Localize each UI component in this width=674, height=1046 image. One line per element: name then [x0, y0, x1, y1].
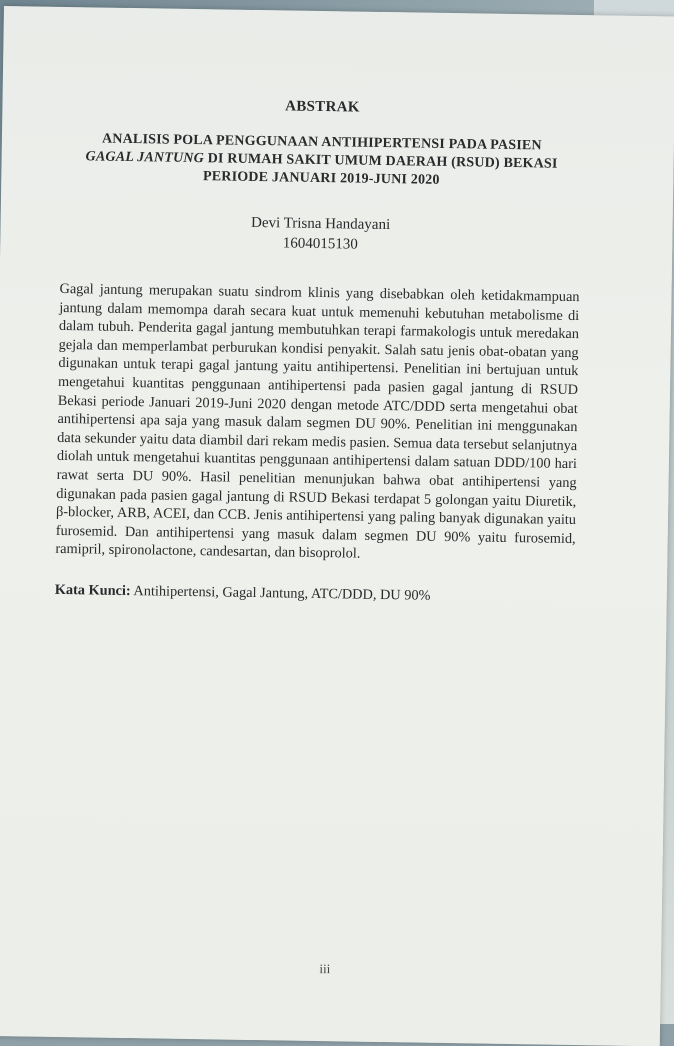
title-italic-term: GAGAL JANTUNG — [85, 149, 205, 167]
keywords-line — [55, 581, 575, 608]
document-page — [0, 6, 674, 1046]
section-heading: ABSTRAK — [285, 98, 360, 116]
author-name: Devi Trisna Handayani — [250, 214, 391, 234]
student-id: 1604015130 — [282, 235, 358, 253]
keywords-value: Antihipertensi, Gagal Jantung, ATC/DDD, DU 90% — [130, 582, 431, 604]
title-line-3: PERIODE JANUARI 2019-JUNI 2020 — [202, 169, 440, 188]
title-line-2-rest: DI RUMAH SAKIT UMUM DAERAH (RSUD) BEKASI — [203, 151, 558, 172]
title-line-1: ANALISIS POLA PENGGUNAAN ANTIHIPERTENSI PADA PASIEN — [101, 131, 542, 154]
author-block — [60, 210, 581, 258]
abstract-content — [54, 95, 582, 622]
abstract-body: Gagal jantung merupakan suatu sindrom klinis yang disebabkan oleh ketidakmampuan jantung dalam memompa darah secara kuat untuk memenuhi kebutuhan metabolisme di dalam tubuh. Penderita gagal jantung membutuhkan terapi farmakologis untuk meredakan gejala dan memperlambat perburukan kondisi penyakit. Salah satu jenis obat-obatan yang digunakan untuk terapi gagal jantung yaitu antihipertensi. Penelitian ini bertujuan untuk mengetahui kuantitas penggunaan antihipertensi pada pasien gagal jantung di RSUD Bekasi periode Januari 2019-Juni 2020 dengan metode ATC/DDD serta mengetahui obat antihipertensi apa saja yang masuk dalam segmen DU 90%. Penelitian ini menggunakan data sekunder yaitu data diambil dari rekam medis pasien. Semua data tersebut selanjutnya diolah untuk mengetahui kuantitas penggunaan antihipertensi dalam satuan DDD/100 hari rawat serta DU 90%. Hasil penelitian menunjukan bahwa obat antihipertensi yang digunakan pada pasien gagal jantung di RSUD Bekasi terdapat 5 golongan yaitu Diuretik, β-blocker, ARB, ACEI, dan CCB. Jenis antihipertensi yang paling banyak digunakan yaitu furosemid. Dan antihipertensi yang masuk dalam segmen DU 90% yaitu furosemid, ramipril, spironolactone, candesartan, dan bisoprolol. — [55, 280, 580, 562]
page-number: iii — [319, 961, 331, 977]
keywords-label: Kata Kunci: — [54, 581, 131, 599]
thesis-title — [61, 130, 582, 192]
